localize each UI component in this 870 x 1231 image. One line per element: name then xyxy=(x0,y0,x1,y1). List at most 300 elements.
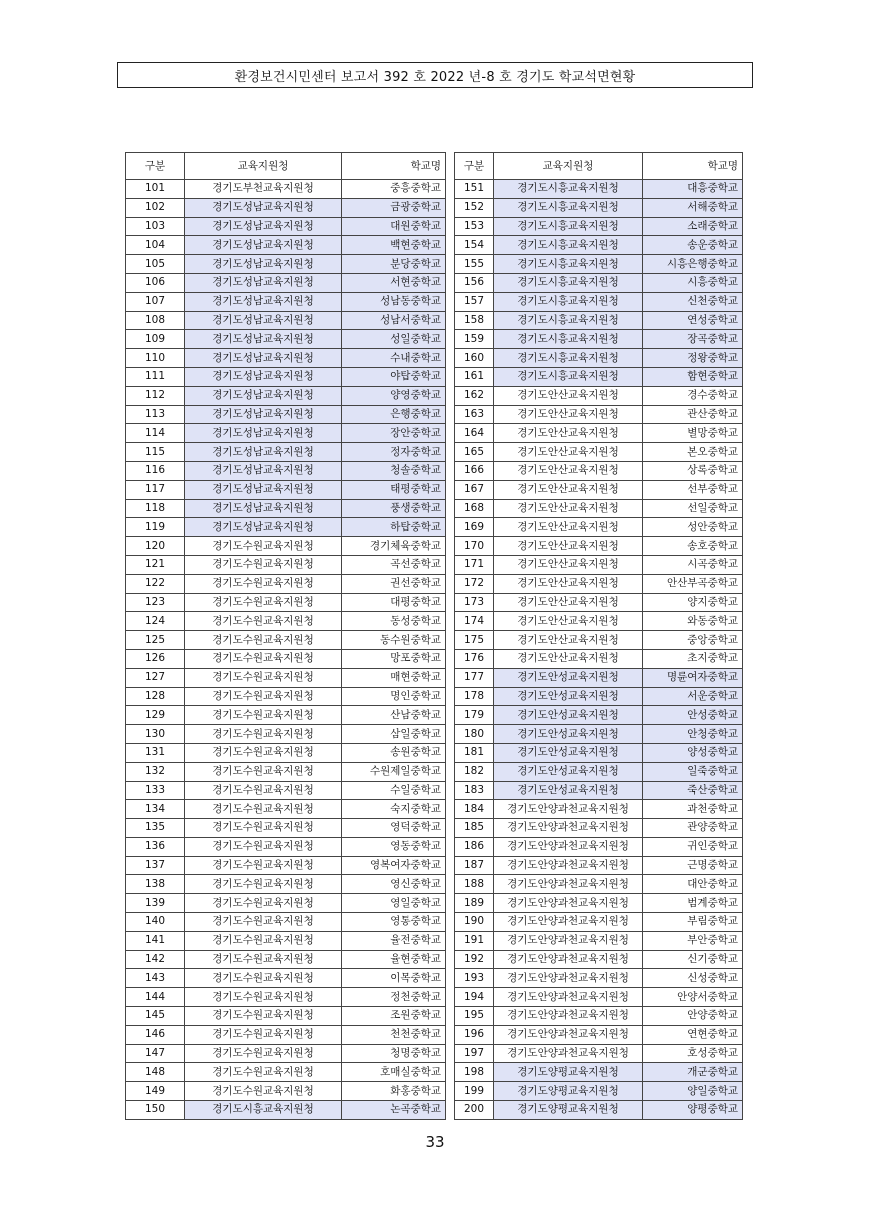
row-number: 183 xyxy=(455,781,494,800)
school-name: 와동중학교 xyxy=(643,612,743,631)
school-name: 소래중학교 xyxy=(643,217,743,236)
school-name: 일죽중학교 xyxy=(643,762,743,781)
table-row xyxy=(455,1063,743,1082)
row-number: 196 xyxy=(455,1025,494,1044)
school-name: 성안중학교 xyxy=(643,518,743,537)
education-office: 경기도성남교육지원청 xyxy=(185,311,342,330)
table-row xyxy=(126,668,446,687)
education-office: 경기도안성교육지원청 xyxy=(494,781,643,800)
row-number: 149 xyxy=(126,1082,185,1101)
page-number: 33 xyxy=(425,1133,445,1151)
row-number: 122 xyxy=(126,574,185,593)
education-office: 경기도수원교육지원청 xyxy=(185,537,342,556)
row-number: 177 xyxy=(455,668,494,687)
row-number: 152 xyxy=(455,198,494,217)
school-name: 영복여자중학교 xyxy=(342,856,446,875)
education-office: 경기도수원교육지원청 xyxy=(185,931,342,950)
school-name: 성남서중학교 xyxy=(342,311,446,330)
education-office: 경기도시흥교육지원청 xyxy=(494,367,643,386)
row-number: 121 xyxy=(126,555,185,574)
row-number: 128 xyxy=(126,687,185,706)
education-office: 경기도안양과천교육지원청 xyxy=(494,1044,643,1063)
education-office: 경기도안양과천교육지원청 xyxy=(494,894,643,913)
education-office: 경기도수원교육지원청 xyxy=(185,837,342,856)
table-row xyxy=(126,950,446,969)
school-name: 산남중학교 xyxy=(342,706,446,725)
education-office: 경기도안양과천교육지원청 xyxy=(494,950,643,969)
row-number: 194 xyxy=(455,988,494,1007)
table-row xyxy=(455,781,743,800)
school-name: 정왕중학교 xyxy=(643,349,743,368)
education-office: 경기도수원교육지원청 xyxy=(185,894,342,913)
education-office: 경기도안산교육지원청 xyxy=(494,480,643,499)
table-row xyxy=(126,198,446,217)
table-row xyxy=(126,743,446,762)
table-row xyxy=(455,856,743,875)
education-office: 경기도성남교육지원청 xyxy=(185,480,342,499)
school-name: 율현중학교 xyxy=(342,950,446,969)
row-number: 154 xyxy=(455,236,494,255)
school-name: 수내중학교 xyxy=(342,349,446,368)
row-number: 135 xyxy=(126,819,185,838)
row-number: 155 xyxy=(455,255,494,274)
table-row xyxy=(455,988,743,1007)
school-name: 양영중학교 xyxy=(342,386,446,405)
row-number: 200 xyxy=(455,1101,494,1120)
row-number: 142 xyxy=(126,950,185,969)
school-name: 화홍중학교 xyxy=(342,1082,446,1101)
school-name: 서해중학교 xyxy=(643,198,743,217)
education-office: 경기도안양과천교육지원청 xyxy=(494,931,643,950)
table-row xyxy=(126,894,446,913)
table-row xyxy=(126,180,446,199)
school-name: 과천중학교 xyxy=(643,800,743,819)
education-office: 경기도시흥교육지원청 xyxy=(494,349,643,368)
row-number: 137 xyxy=(126,856,185,875)
education-office: 경기도수원교육지원청 xyxy=(185,781,342,800)
school-name: 하탑중학교 xyxy=(342,518,446,537)
school-name: 시흥은행중학교 xyxy=(643,255,743,274)
education-office: 경기도시흥교육지원청 xyxy=(494,311,643,330)
row-number: 174 xyxy=(455,612,494,631)
table-row xyxy=(455,894,743,913)
education-office: 경기도성남교육지원청 xyxy=(185,367,342,386)
table-row xyxy=(126,217,446,236)
education-office: 경기도수원교육지원청 xyxy=(185,762,342,781)
education-office: 경기도시흥교육지원청 xyxy=(494,273,643,292)
table-row xyxy=(455,555,743,574)
table-row xyxy=(455,273,743,292)
school-name: 서현중학교 xyxy=(342,273,446,292)
education-office: 경기도시흥교육지원청 xyxy=(494,330,643,349)
school-name: 권선중학교 xyxy=(342,574,446,593)
education-office: 경기도성남교육지원청 xyxy=(185,273,342,292)
row-number: 145 xyxy=(126,1007,185,1026)
col-header-no: 구분 xyxy=(455,153,494,180)
table-row xyxy=(455,1044,743,1063)
school-name: 율전중학교 xyxy=(342,931,446,950)
school-name: 안산부곡중학교 xyxy=(643,574,743,593)
row-number: 138 xyxy=(126,875,185,894)
row-number: 164 xyxy=(455,424,494,443)
row-number: 113 xyxy=(126,405,185,424)
row-number: 110 xyxy=(126,349,185,368)
table-row xyxy=(126,537,446,556)
table-row xyxy=(126,292,446,311)
col-header-school: 학교명 xyxy=(643,153,743,180)
school-name: 신천중학교 xyxy=(643,292,743,311)
education-office: 경기도안산교육지원청 xyxy=(494,555,643,574)
school-name: 은행중학교 xyxy=(342,405,446,424)
education-office: 경기도안양과천교육지원청 xyxy=(494,913,643,932)
school-name: 백현중학교 xyxy=(342,236,446,255)
row-number: 103 xyxy=(126,217,185,236)
table-row xyxy=(126,819,446,838)
col-header-office: 교육지원청 xyxy=(185,153,342,180)
row-number: 184 xyxy=(455,800,494,819)
table-row xyxy=(455,424,743,443)
table-row xyxy=(455,330,743,349)
school-name: 안양서중학교 xyxy=(643,988,743,1007)
table-header-row xyxy=(126,153,446,180)
table-row xyxy=(126,706,446,725)
education-office: 경기도수원교육지원청 xyxy=(185,1025,342,1044)
school-name: 야탑중학교 xyxy=(342,367,446,386)
school-name: 삼일중학교 xyxy=(342,725,446,744)
education-office: 경기도수원교육지원청 xyxy=(185,1007,342,1026)
education-office: 경기도시흥교육지원청 xyxy=(494,255,643,274)
education-office: 경기도안성교육지원청 xyxy=(494,668,643,687)
education-office: 경기도안산교육지원청 xyxy=(494,405,643,424)
education-office: 경기도수원교육지원청 xyxy=(185,649,342,668)
table-row xyxy=(126,762,446,781)
row-number: 129 xyxy=(126,706,185,725)
table-row xyxy=(455,1025,743,1044)
table-row xyxy=(126,236,446,255)
education-office: 경기도수원교육지원청 xyxy=(185,913,342,932)
row-number: 162 xyxy=(455,386,494,405)
table-row xyxy=(126,931,446,950)
row-number: 160 xyxy=(455,349,494,368)
table-row xyxy=(455,631,743,650)
school-name: 연현중학교 xyxy=(643,1025,743,1044)
school-name: 중앙중학교 xyxy=(643,631,743,650)
school-name: 영일중학교 xyxy=(342,894,446,913)
education-office: 경기도성남교육지원청 xyxy=(185,405,342,424)
school-name: 곡선중학교 xyxy=(342,555,446,574)
school-name: 영덕중학교 xyxy=(342,819,446,838)
row-number: 143 xyxy=(126,969,185,988)
school-name: 명륜여자중학교 xyxy=(643,668,743,687)
education-office: 경기도양평교육지원청 xyxy=(494,1082,643,1101)
school-name: 영신중학교 xyxy=(342,875,446,894)
school-name: 개군중학교 xyxy=(643,1063,743,1082)
table-row xyxy=(455,762,743,781)
table-row xyxy=(126,1063,446,1082)
table-row xyxy=(126,837,446,856)
education-office: 경기도안산교육지원청 xyxy=(494,631,643,650)
education-office: 경기도수원교육지원청 xyxy=(185,593,342,612)
row-number: 130 xyxy=(126,725,185,744)
row-number: 172 xyxy=(455,574,494,593)
school-name: 조원중학교 xyxy=(342,1007,446,1026)
row-number: 168 xyxy=(455,499,494,518)
row-number: 127 xyxy=(126,668,185,687)
education-office: 경기도안산교육지원청 xyxy=(494,386,643,405)
education-office: 경기도안성교육지원청 xyxy=(494,687,643,706)
report-header xyxy=(117,62,753,88)
table-row xyxy=(126,593,446,612)
row-number: 146 xyxy=(126,1025,185,1044)
school-name: 정자중학교 xyxy=(342,443,446,462)
table-row xyxy=(126,875,446,894)
education-office: 경기도성남교육지원청 xyxy=(185,386,342,405)
row-number: 102 xyxy=(126,198,185,217)
education-office: 경기도안산교육지원청 xyxy=(494,424,643,443)
table-body-right xyxy=(455,180,743,1120)
table-row xyxy=(126,273,446,292)
education-office: 경기도성남교육지원청 xyxy=(185,443,342,462)
school-name: 송운중학교 xyxy=(643,236,743,255)
row-number: 189 xyxy=(455,894,494,913)
table-row xyxy=(126,631,446,650)
table-row xyxy=(126,1007,446,1026)
school-name: 경기체육중학교 xyxy=(342,537,446,556)
school-name: 송호중학교 xyxy=(643,537,743,556)
row-number: 132 xyxy=(126,762,185,781)
school-name: 청명중학교 xyxy=(342,1044,446,1063)
education-office: 경기도수원교육지원청 xyxy=(185,725,342,744)
row-number: 120 xyxy=(126,537,185,556)
row-number: 115 xyxy=(126,443,185,462)
school-name: 부안중학교 xyxy=(643,931,743,950)
table-row xyxy=(126,518,446,537)
row-number: 191 xyxy=(455,931,494,950)
school-name: 경수중학교 xyxy=(643,386,743,405)
row-number: 171 xyxy=(455,555,494,574)
col-header-no: 구분 xyxy=(126,153,185,180)
education-office: 경기도수원교육지원청 xyxy=(185,819,342,838)
row-number: 101 xyxy=(126,180,185,199)
education-office: 경기도수원교육지원청 xyxy=(185,1063,342,1082)
education-office: 경기도수원교육지원청 xyxy=(185,706,342,725)
school-name: 관양중학교 xyxy=(643,819,743,838)
education-office: 경기도성남교육지원청 xyxy=(185,236,342,255)
education-office: 경기도안양과천교육지원청 xyxy=(494,819,643,838)
education-office: 경기도안산교육지원청 xyxy=(494,499,643,518)
school-name: 서운중학교 xyxy=(643,687,743,706)
table-row xyxy=(126,725,446,744)
row-number: 188 xyxy=(455,875,494,894)
education-office: 경기도수원교육지원청 xyxy=(185,875,342,894)
table-row xyxy=(126,856,446,875)
school-name: 정천중학교 xyxy=(342,988,446,1007)
table-row xyxy=(455,913,743,932)
table-row xyxy=(455,518,743,537)
table-row xyxy=(455,405,743,424)
table-row xyxy=(455,311,743,330)
table-row xyxy=(126,443,446,462)
school-name: 성일중학교 xyxy=(342,330,446,349)
row-number: 147 xyxy=(126,1044,185,1063)
row-number: 170 xyxy=(455,537,494,556)
table-row xyxy=(126,1025,446,1044)
school-name: 선일중학교 xyxy=(643,499,743,518)
row-number: 161 xyxy=(455,367,494,386)
table-row xyxy=(455,537,743,556)
table-row xyxy=(455,198,743,217)
row-number: 148 xyxy=(126,1063,185,1082)
school-name: 명인중학교 xyxy=(342,687,446,706)
row-number: 150 xyxy=(126,1101,185,1120)
row-number: 134 xyxy=(126,800,185,819)
school-name: 풍생중학교 xyxy=(342,499,446,518)
row-number: 119 xyxy=(126,518,185,537)
table-row xyxy=(455,593,743,612)
table-row xyxy=(455,461,743,480)
table-row xyxy=(455,819,743,838)
education-office: 경기도시흥교육지원청 xyxy=(494,236,643,255)
school-name: 신성중학교 xyxy=(643,969,743,988)
row-number: 193 xyxy=(455,969,494,988)
table-row xyxy=(126,461,446,480)
table-row xyxy=(126,649,446,668)
table-row xyxy=(126,687,446,706)
row-number: 118 xyxy=(126,499,185,518)
school-name: 시곡중학교 xyxy=(643,555,743,574)
row-number: 182 xyxy=(455,762,494,781)
table-row xyxy=(126,1044,446,1063)
table-row xyxy=(455,217,743,236)
table-row xyxy=(126,255,446,274)
table-row xyxy=(455,649,743,668)
education-office: 경기도안양과천교육지원청 xyxy=(494,837,643,856)
school-name: 범계중학교 xyxy=(643,894,743,913)
school-name: 숙지중학교 xyxy=(342,800,446,819)
education-office: 경기도안산교육지원청 xyxy=(494,649,643,668)
table-row xyxy=(455,349,743,368)
school-name: 매현중학교 xyxy=(342,668,446,687)
education-office: 경기도성남교육지원청 xyxy=(185,461,342,480)
table-row xyxy=(455,950,743,969)
education-office: 경기도수원교육지원청 xyxy=(185,555,342,574)
education-office: 경기도수원교육지원청 xyxy=(185,950,342,969)
row-number: 124 xyxy=(126,612,185,631)
row-number: 198 xyxy=(455,1063,494,1082)
table-row xyxy=(126,574,446,593)
education-office: 경기도성남교육지원청 xyxy=(185,330,342,349)
row-number: 179 xyxy=(455,706,494,725)
row-number: 180 xyxy=(455,725,494,744)
school-name: 청솔중학교 xyxy=(342,461,446,480)
education-office: 경기도성남교육지원청 xyxy=(185,198,342,217)
table-row xyxy=(455,499,743,518)
table-row xyxy=(455,1101,743,1120)
education-office: 경기도양평교육지원청 xyxy=(494,1063,643,1082)
table-row xyxy=(455,574,743,593)
table-row xyxy=(455,1082,743,1101)
school-name: 대흥중학교 xyxy=(643,180,743,199)
school-name: 중흥중학교 xyxy=(342,180,446,199)
education-office: 경기도양평교육지원청 xyxy=(494,1101,643,1120)
education-office: 경기도수원교육지원청 xyxy=(185,1044,342,1063)
education-office: 경기도안산교육지원청 xyxy=(494,443,643,462)
row-number: 178 xyxy=(455,687,494,706)
education-office: 경기도수원교육지원청 xyxy=(185,988,342,1007)
row-number: 181 xyxy=(455,743,494,762)
row-number: 140 xyxy=(126,913,185,932)
education-office: 경기도안성교육지원청 xyxy=(494,725,643,744)
row-number: 151 xyxy=(455,180,494,199)
row-number: 192 xyxy=(455,950,494,969)
table-row xyxy=(455,386,743,405)
school-name: 이목중학교 xyxy=(342,969,446,988)
row-number: 173 xyxy=(455,593,494,612)
table-row xyxy=(126,480,446,499)
row-number: 117 xyxy=(126,480,185,499)
school-name: 양성중학교 xyxy=(643,743,743,762)
table-row xyxy=(455,725,743,744)
table-row xyxy=(126,311,446,330)
school-name: 별망중학교 xyxy=(643,424,743,443)
table-row xyxy=(126,367,446,386)
col-header-school: 학교명 xyxy=(342,153,446,180)
table-row xyxy=(126,555,446,574)
school-table-right xyxy=(454,152,743,1120)
school-name: 장안중학교 xyxy=(342,424,446,443)
row-number: 156 xyxy=(455,273,494,292)
table-row xyxy=(455,743,743,762)
education-office: 경기도시흥교육지원청 xyxy=(494,292,643,311)
table-body-left xyxy=(126,180,446,1120)
row-number: 185 xyxy=(455,819,494,838)
row-number: 105 xyxy=(126,255,185,274)
education-office: 경기도시흥교육지원청 xyxy=(494,180,643,199)
row-number: 187 xyxy=(455,856,494,875)
school-name: 금광중학교 xyxy=(342,198,446,217)
school-name: 선부중학교 xyxy=(643,480,743,499)
table-row xyxy=(126,1101,446,1120)
school-name: 본오중학교 xyxy=(643,443,743,462)
table-row xyxy=(455,687,743,706)
table-row xyxy=(126,969,446,988)
school-name: 장곡중학교 xyxy=(643,330,743,349)
table-row xyxy=(455,800,743,819)
table-row xyxy=(455,292,743,311)
school-name: 동수원중학교 xyxy=(342,631,446,650)
row-number: 163 xyxy=(455,405,494,424)
education-office: 경기도안성교육지원청 xyxy=(494,743,643,762)
table-row xyxy=(455,837,743,856)
education-office: 경기도안양과천교육지원청 xyxy=(494,988,643,1007)
school-name: 귀인중학교 xyxy=(643,837,743,856)
school-name: 초지중학교 xyxy=(643,649,743,668)
table-row xyxy=(455,480,743,499)
table-header-row xyxy=(455,153,743,180)
education-office: 경기도시흥교육지원청 xyxy=(494,217,643,236)
education-office: 경기도안성교육지원청 xyxy=(494,762,643,781)
education-office: 경기도수원교육지원청 xyxy=(185,668,342,687)
school-name: 안성중학교 xyxy=(643,706,743,725)
education-office: 경기도성남교육지원청 xyxy=(185,499,342,518)
education-office: 경기도성남교육지원청 xyxy=(185,349,342,368)
row-number: 167 xyxy=(455,480,494,499)
table-row xyxy=(126,330,446,349)
row-number: 112 xyxy=(126,386,185,405)
school-name: 성남동중학교 xyxy=(342,292,446,311)
school-name: 영통중학교 xyxy=(342,913,446,932)
school-name: 양지중학교 xyxy=(643,593,743,612)
